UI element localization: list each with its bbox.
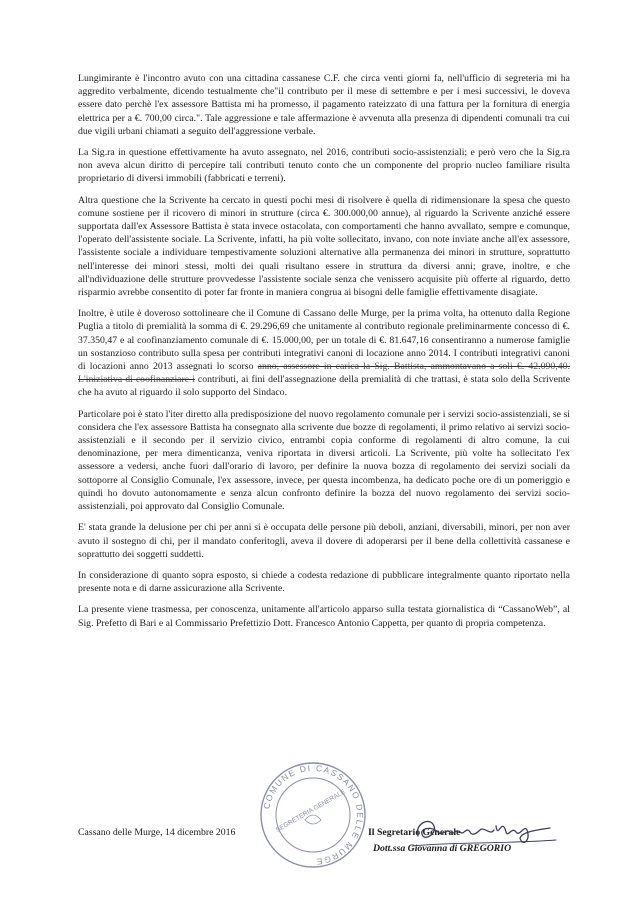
paragraph-5: Particolare poi è stato l'iter diretto alla predisposizione del nuovo regolamento comunale per i servizi socio-assistenziali, se si considera che l'ex assessore Battista ha consegnato alla scrivente due bozze di regolamenti, il primo relativo ai servizi socio-assistenziali e il secondo per il servizio civico, entrambi copia conforme di regolamenti di altro comune, la cui denominazione, per mera dimenticanza, veniva riportata in diversi articoli. La Scrivente, più volte ha sollecitato l'ex assessore a vedersi, anche fuori dall'orario di lavoro, per definire la nuova bozza di regolamento dei servizi sociali da sottoporre al Consiglio Comunale, l'ex assessore, invece, per questa incombenza, ha dedicato poche ore di un pomeriggio e quindi ho dovuto autonomamente e senza alcun confronto definire la bozza del nuovo regolamento dei servizi socio-assistenziali, poi approvato dal Consiglio Comunale. <box>78 408 570 513</box>
paragraph-2: La Sig.ra in questione effettivamente ha avuto assegnato, nel 2016, contributi socio-assistenziali; e però vero che la Sig.ra non aveva alcun diritto di percepire tali contributi tenuto conto che un componente del proprio nucleo familiare risulta proprietario di diversi immobili (fabbricati e terreni). <box>78 147 570 185</box>
stamp-center-text: SEGRETERIA GENERALE <box>274 788 347 834</box>
place-date: Cassano delle Murge, 14 dicembre 2016 <box>78 827 236 838</box>
stamp-ring-text: COMUNE DI CASSANO DELLE MURGE <box>261 762 366 868</box>
signer-name: Dott.ssa Giovanna di GREGORIO <box>373 843 512 854</box>
handwritten-signature <box>410 806 560 856</box>
paragraph-8: La presente viene trasmessa, per conoscenza, unitamente all'articolo apparso sulla testata giornalistica di “CassanoWeb”, al Sig. Prefetto di Bari e al Commissario Prefettizio Dott. Francesco Antonio Cappetta, per quanto di propria competenza. <box>78 604 570 629</box>
paragraph-7: In considerazione di quanto sopra esposto, si chiede a codesta redazione di pubblicare integralmente quanto riportato nella presente nota e di darne assicurazione alla Scrivente. <box>78 569 570 595</box>
paragraph-3: Altra questione che la Scrivente ha cercato in questi pochi mesi di risolvere è quella di ridimensionare la spesa che questo comune sostiene per il ricovero di minori in strutture (circa €. 300.000,00 annue), al riguardo la Scrivente anziché essere supportata dall'ex Assessore Battista è stata invece ostacolata, con comportamenti che hanno avvallato, sempre e comunque, l'operato dell'assistente sociale. La Scrivente, infatti, ha più volte sollecitato, invano, con note inviate anche all'ex assessore, l'assistente sociale a individuare tempestivamente soluzioni alternative alla permanenza dei minori in strutture, soprattutto nell'interesse dei minori stessi, molti dei quali risultano essere in struttura da diversi anni; grave, inoltre, e che all'ndividuazione delle strutture provvedesse l'assistente sociale senza che venissero acquisite più offerte al riguardo, detto risparmio avrebbe consentito di poter far fronte in maniera congrua ai bisogni delle famiglie effettivamente disagiate. <box>78 194 570 299</box>
paragraph-4-main: Inoltre, è utile è doveroso sottolineare che il Comune di Cassano delle Murge, per la prima volta, ha ottenuto dalla Regione Puglia a titolo di premialità la somma di €. 29.296,69 che unitamente al contributo regionale preliminarmente concesso di €. 37.350,47 e al coofinanziamento comunale di €. 15.000,00, per un totale di €. 81.647,16 consentiranno a numerose famiglie un sostanzioso contributo sulla spesa per contributi integrativi canoni di locazione anno 2014. I contributi integrativi canoni di locazioni anno 2013 assegnati lo scorso <box>78 308 570 373</box>
paragraph-1: Lungimirante è l'incontro avuto con una cittadina cassanese C.F. che circa venti giorni fa, nell'ufficio di segreteria mi ha aggredito verbalmente, dicendo testualmente che"il contributo per il mese di settembre e per i mesi successivi, le doveva essere dato perchè l'ex assessore Battista mi ha promesso, il pagamento rateizzato di una fattura per la fornitura di energia elettrica per a €. 700,00 circa.". Tale aggressione e tale affermazione è avvenuta alla presenza di dipendenti comunali tra cui due vigili urbani chiamati a seguito dell'aggressione verbale. <box>78 73 570 137</box>
letter-body <box>78 72 570 638</box>
paragraph-6: E' stata grande la delusione per chi per anni si è occupata delle persone più deboli, anziani, diversabili, minori, per non aver avuto il sostegno di chi, per il mandato conferitogli, aveva il dovere di adoperarsi per il bene della collettività cassanese e soprattutto dei soggetti suddetti. <box>78 522 570 560</box>
role-title: Il Segretario Generale <box>368 827 461 838</box>
paragraph-4-struck-text: anno, assessore in carica la Sig. Battista, ammontavano a soli €. 42.090,40. L'iniziativa di coofinanziare i <box>78 361 570 386</box>
paragraph-4 <box>78 307 570 399</box>
paragraph-4-end: contributi, ai fini dell'assegnazione della premialità di che trattasi, è stata solo della Scrivente che ha avuto al riguardo il solo supporto del Sindaco. <box>78 374 570 399</box>
official-stamp <box>258 760 368 870</box>
